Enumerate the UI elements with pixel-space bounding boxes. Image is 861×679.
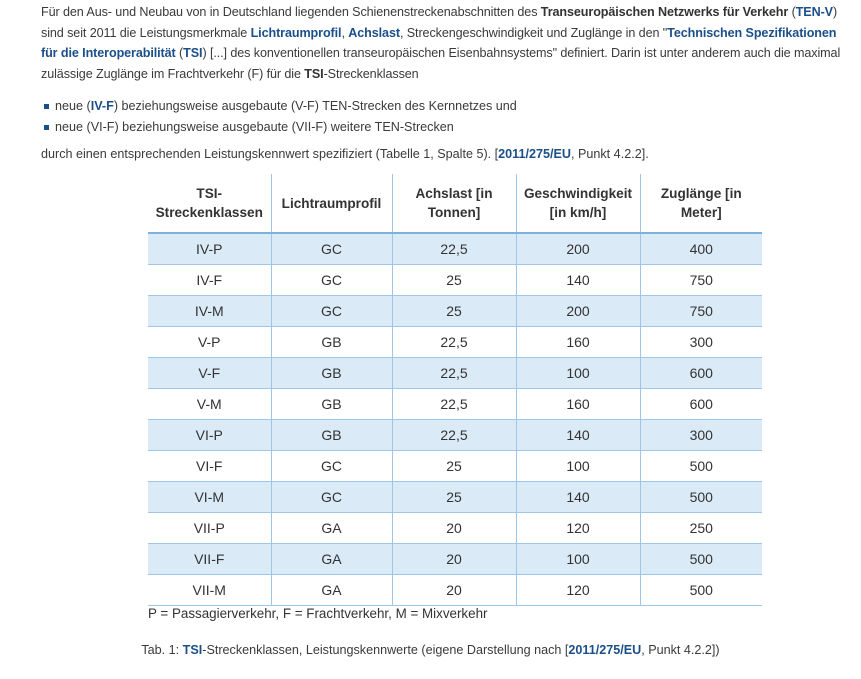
intro-paragraph (41, 2, 856, 84)
header-achslast: Achslast [in Tonnen] (392, 174, 516, 233)
cell-geschwindigkeit: 140 (516, 420, 640, 451)
cell-klasse: V-M (148, 389, 271, 420)
intro-text: -Streckenklassen (323, 66, 419, 81)
link-achslast[interactable]: Achslast (348, 25, 400, 40)
intro-text: ) [...] des konventionellen transeuropäischen Eisenbahnsystems" definiert. Darin ist unter anderem auch die maximal zulässige Zuglänge im Frachtverkehr (F) für die (41, 46, 841, 81)
cell-profil: GB (271, 389, 392, 420)
caption-text: -Streckenklassen, Leistungskennwerte (eigene Darstellung nach [ (202, 643, 569, 657)
caption-text: Tab. 1: (141, 643, 183, 657)
link-tsi[interactable]: TSI (183, 46, 203, 60)
table-row (148, 296, 762, 327)
tsi-term: TSI (304, 66, 324, 81)
cell-geschwindigkeit: 100 (516, 544, 640, 575)
cell-achslast: 25 (392, 451, 516, 482)
header-lichtraumprofil: Lichtraumprofil (271, 174, 392, 233)
cell-achslast: 22,5 (392, 389, 516, 420)
cell-geschwindigkeit: 160 (516, 327, 640, 358)
cell-geschwindigkeit: 120 (516, 513, 640, 544)
header-part: TSI- (196, 186, 223, 201)
header-part: Streckenklassen (155, 205, 263, 220)
table-row (148, 265, 762, 296)
cell-geschwindigkeit: 100 (516, 451, 640, 482)
link-ten-network[interactable]: Transeuropäischen Netzwerks für Verkehr (540, 5, 789, 19)
cell-achslast: 20 (392, 513, 516, 544)
cell-profil: GA (271, 544, 392, 575)
tsi-table (148, 174, 762, 606)
cell-klasse: V-F (148, 358, 271, 389)
bullet-text: neue (VI-F) beziehungsweise ausgebaute (VII-F) weitere TEN-Strecken (55, 119, 454, 134)
cell-profil: GA (271, 575, 392, 606)
cell-achslast: 25 (392, 482, 516, 513)
cell-zuglaenge: 500 (640, 451, 762, 482)
cell-klasse: VII-P (148, 513, 271, 544)
intro-text: , Streckengeschwindigkeit und Zuglänge in den " (399, 25, 668, 40)
cell-achslast: 20 (392, 575, 516, 606)
header-streckenklassen (148, 174, 271, 233)
cell-zuglaenge: 750 (640, 265, 762, 296)
cell-zuglaenge: 500 (640, 544, 762, 575)
cell-geschwindigkeit: 160 (516, 389, 640, 420)
cell-profil: GC (271, 265, 392, 296)
header-geschwindigkeit: Geschwindigkeit [in km/h] (516, 174, 640, 233)
cell-klasse: VI-P (148, 420, 271, 451)
cell-achslast: 22,5 (392, 233, 516, 265)
table-row (148, 482, 762, 513)
table-row (148, 327, 762, 358)
intro-text: Für den Aus- und Neubau von in Deutschland liegenden Schienenstreckenabschnitten des (41, 5, 541, 19)
cell-achslast: 22,5 (392, 358, 516, 389)
caption-link-2011-275-eu[interactable]: 2011/275/EU (568, 643, 642, 657)
bullet-list (44, 96, 517, 137)
cell-geschwindigkeit: 140 (516, 265, 640, 296)
cell-profil: GC (271, 233, 392, 265)
cell-achslast: 25 (392, 265, 516, 296)
table-row (148, 420, 762, 451)
cell-zuglaenge: 600 (640, 358, 762, 389)
closing-sentence (41, 144, 649, 165)
cell-klasse: IV-M (148, 296, 271, 327)
cell-klasse: VI-F (148, 451, 271, 482)
intro-text: , (341, 25, 349, 40)
table-row (148, 233, 762, 265)
link-2011-275-eu[interactable]: 2011/275/EU (498, 147, 571, 161)
link-ten-v[interactable]: TEN-V (795, 5, 833, 19)
closing-text: , Punkt 4.2.2]. (570, 147, 649, 161)
cell-profil: GC (271, 451, 392, 482)
cell-profil: GC (271, 296, 392, 327)
list-item (44, 117, 517, 138)
link-tsi-full[interactable]: Technischen Spezifikationen für die Interoperabilität (41, 25, 837, 60)
cell-achslast: 25 (392, 296, 516, 327)
cell-profil: GC (271, 482, 392, 513)
closing-text: durch einen entsprechenden Leistungskennwert spezifiziert (Tabelle 1, Spalte 5). [ (41, 147, 499, 161)
cell-klasse: VII-F (148, 544, 271, 575)
cell-geschwindigkeit: 120 (516, 575, 640, 606)
intro-text: ( (788, 5, 796, 19)
cell-zuglaenge: 500 (640, 482, 762, 513)
cell-geschwindigkeit: 200 (516, 233, 640, 265)
bullet-text: ) beziehungsweise ausgebaute (V-F) TEN-Strecken des Kernnetzes und (113, 99, 517, 113)
cell-klasse: VII-M (148, 575, 271, 606)
cell-zuglaenge: 400 (640, 233, 762, 265)
header-zuglaenge: Zuglänge [in Meter] (640, 174, 762, 233)
cell-klasse: IV-F (148, 265, 271, 296)
cell-zuglaenge: 500 (640, 575, 762, 606)
intro-text: ) sind seit 2011 die Leistungsmerkmale (41, 5, 838, 40)
cell-achslast: 20 (392, 544, 516, 575)
cell-profil: GA (271, 513, 392, 544)
cell-profil: GB (271, 420, 392, 451)
cell-zuglaenge: 250 (640, 513, 762, 544)
table-header-row (148, 174, 762, 233)
caption-text: , Punkt 4.2.2]) (641, 643, 720, 657)
caption-tsi: TSI (182, 643, 203, 657)
cell-geschwindigkeit: 100 (516, 358, 640, 389)
cell-klasse: V-P (148, 327, 271, 358)
intro-text: ( (175, 46, 184, 60)
cell-klasse: IV-P (148, 233, 271, 265)
cell-zuglaenge: 300 (640, 420, 762, 451)
cell-achslast: 22,5 (392, 420, 516, 451)
cell-profil: GB (271, 327, 392, 358)
cell-zuglaenge: 300 (640, 327, 762, 358)
cell-zuglaenge: 750 (640, 296, 762, 327)
table-row (148, 575, 762, 606)
table-legend: P = Passagierverkehr, F = Frachtverkehr, M = Mixverkehr (148, 606, 488, 621)
table-caption (0, 643, 861, 657)
cell-achslast: 22,5 (392, 327, 516, 358)
cell-geschwindigkeit: 140 (516, 482, 640, 513)
table-row (148, 451, 762, 482)
cell-profil: GB (271, 358, 392, 389)
link-iv-f[interactable]: IV-F (90, 99, 114, 113)
cell-geschwindigkeit: 200 (516, 296, 640, 327)
table-row (148, 389, 762, 420)
link-lichtraumprofil[interactable]: Lichtraumprofil (250, 25, 342, 40)
table-row (148, 358, 762, 389)
cell-klasse: VI-M (148, 482, 271, 513)
table-row (148, 544, 762, 575)
cell-zuglaenge: 600 (640, 389, 762, 420)
list-item (44, 96, 517, 117)
table-row (148, 513, 762, 544)
bullet-text: neue ( (55, 99, 91, 113)
